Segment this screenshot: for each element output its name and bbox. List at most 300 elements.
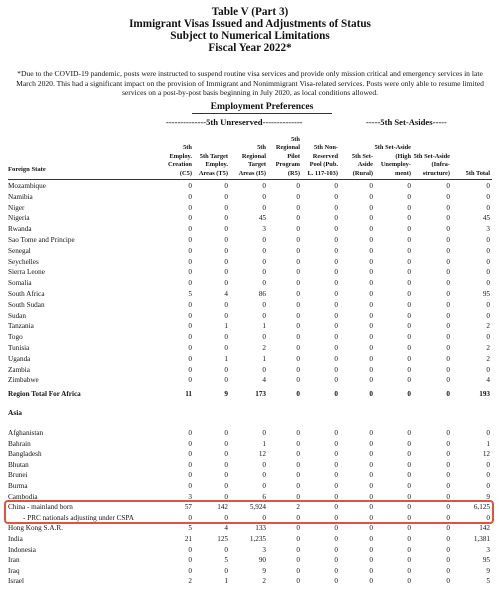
table-cell: 2 [262, 344, 266, 352]
table-cell: 0 [446, 492, 450, 501]
table-cell: 173 [255, 390, 266, 398]
table-cell: 0 [369, 225, 373, 234]
column-header: 5th Regional Pilot Program (R5) [275, 135, 300, 177]
table-cell: 0 [296, 439, 300, 448]
table-cell: 0 [407, 471, 411, 480]
table-cell: 0 [224, 482, 228, 490]
foreign-state-name: China - mainland born [8, 503, 73, 512]
table-cell: 0 [407, 376, 411, 385]
table-cell: 0 [369, 503, 373, 512]
table-cell: 0 [262, 471, 266, 480]
table-cell: 0 [486, 279, 490, 288]
table-cell: 0 [407, 214, 411, 223]
table-cell: 0 [262, 311, 266, 320]
table-cell: 0 [296, 225, 300, 234]
table-cell: 0 [407, 344, 411, 352]
table-cell: 0 [446, 203, 450, 212]
table-cell: 0 [296, 322, 300, 331]
table-cell: 0 [188, 322, 192, 331]
table-cell: 1 [486, 439, 490, 448]
table-cell: 0 [407, 300, 411, 309]
table-cell: 0 [334, 545, 338, 554]
table-cell: 0 [486, 236, 490, 244]
table-cell: 5 [188, 524, 192, 533]
foreign-state-name: Rwanda [8, 225, 32, 234]
table-row [0, 267, 500, 278]
table-row [0, 566, 500, 577]
table-cell: 1,381 [473, 535, 490, 543]
table-cell: 3 [188, 492, 192, 501]
table-cell: 0 [446, 322, 450, 331]
highlight-box [4, 500, 494, 524]
table-cell: 0 [334, 503, 338, 512]
table-row [0, 181, 500, 192]
table-cell: 9 [224, 390, 228, 398]
table-cell: 0 [369, 545, 373, 554]
table-row [0, 481, 500, 492]
table-cell: 0 [407, 311, 411, 320]
foreign-state-name: Indonesia [8, 545, 36, 554]
table-cell: 0 [407, 482, 411, 490]
table-cell: 0 [188, 246, 192, 255]
table-cell: 0 [188, 333, 192, 342]
table-cell: 0 [369, 450, 373, 459]
table-cell: 2 [296, 503, 300, 512]
table-cell: 0 [224, 333, 228, 342]
foreign-state-name: Uganda [8, 354, 31, 363]
table-row [0, 375, 500, 386]
table-cell: 1,235 [249, 535, 266, 543]
table-cell: 0 [334, 429, 338, 437]
table-cell: 4 [262, 376, 266, 385]
table-cell: 0 [369, 577, 373, 586]
table-subtitle-2: Subject to Numerical Limitations [170, 30, 330, 42]
covid-note: *Due to the COVID-19 pandemic, posts were instructed to suspend routine visa services and provide only mission critical and emergency services in late March 2020. This had a significant impact on the provision of Immigrant and Nonimmigrant Visa-related services. Posts were only able to resume limited services on a post-by-post basis beginning in July 2020, as local conditions allowed. [16, 69, 484, 98]
table-cell: 0 [296, 279, 300, 288]
table-cell: 12 [258, 450, 266, 459]
table-cell: 0 [188, 300, 192, 309]
table-cell: 0 [407, 492, 411, 501]
table-cell: 0 [224, 268, 228, 277]
table-cell: 0 [296, 182, 300, 190]
table-cell: 0 [334, 524, 338, 533]
table-cell: 0 [296, 450, 300, 459]
table-cell: 0 [334, 535, 338, 543]
table-cell: 0 [296, 192, 300, 201]
table-cell: 0 [446, 513, 450, 522]
table-cell: 0 [369, 192, 373, 201]
foreign-state-name: - PRC nationals adjusting under CSPA [23, 513, 134, 522]
table-cell: 0 [446, 450, 450, 459]
table-cell: 0 [486, 311, 490, 320]
table-cell: 0 [296, 482, 300, 490]
foreign-state-name: South Sudan [8, 300, 45, 309]
table-cell: 0 [369, 492, 373, 501]
table-cell: 0 [296, 290, 300, 298]
table-cell: 0 [188, 203, 192, 212]
table-cell: 5 [188, 290, 192, 298]
table-cell: 0 [334, 344, 338, 352]
table-cell: 0 [188, 482, 192, 490]
table-cell: 0 [486, 333, 490, 342]
table-cell: 0 [369, 300, 373, 309]
table-row [0, 576, 500, 587]
table-cell: 0 [334, 246, 338, 255]
table-cell: 2 [486, 322, 490, 331]
table-cell: 0 [224, 429, 228, 437]
table-cell: 0 [224, 344, 228, 352]
fiscal-year: Fiscal Year 2022* [208, 42, 292, 54]
table-cell: 0 [262, 513, 266, 522]
table-cell: 0 [188, 225, 192, 234]
table-row [0, 321, 500, 332]
table-cell: 0 [334, 513, 338, 522]
foreign-state-name: Bangladesh [8, 450, 42, 459]
table-cell: 0 [369, 246, 373, 255]
region-label-asia: Asia [8, 408, 22, 417]
foreign-state-name: Zambia [8, 365, 30, 374]
table-cell: 0 [188, 192, 192, 201]
table-cell: 2 [188, 577, 192, 586]
table-cell: 0 [446, 268, 450, 277]
table-row [0, 343, 500, 354]
table-cell: 0 [334, 236, 338, 244]
table-cell: 9 [486, 566, 490, 575]
table-title: Table V (Part 3) [211, 6, 289, 18]
table-cell: 0 [369, 344, 373, 352]
table-cell: 86 [258, 290, 266, 298]
table-cell: 0 [369, 236, 373, 244]
table-cell: 0 [334, 333, 338, 342]
table-cell: 0 [188, 365, 192, 374]
table-cell: 0 [486, 257, 490, 266]
table-cell: 0 [446, 192, 450, 201]
table-cell: 3 [486, 545, 490, 554]
table-cell: 0 [296, 376, 300, 385]
table-row [0, 534, 500, 545]
group-unreserved: --------------5th Unreserved-------------- [166, 117, 303, 127]
table-cell: 0 [188, 354, 192, 363]
table-row [0, 278, 500, 289]
table-cell: 0 [296, 246, 300, 255]
table-cell: 0 [407, 365, 411, 374]
table-cell: 0 [407, 460, 411, 469]
table-cell: 0 [407, 535, 411, 543]
table-row [0, 246, 500, 257]
table-cell: 0 [369, 482, 373, 490]
foreign-state-name: Cambodia [8, 492, 38, 501]
table-cell: 142 [217, 503, 228, 512]
table-cell: 0 [486, 300, 490, 309]
table-cell: 0 [296, 257, 300, 266]
table-cell: 0 [224, 182, 228, 190]
table-cell: 0 [296, 268, 300, 277]
table-cell: 0 [334, 182, 338, 190]
table-cell: 0 [224, 203, 228, 212]
table-cell: 0 [296, 214, 300, 223]
table-cell: 0 [407, 257, 411, 266]
table-cell: 0 [407, 545, 411, 554]
table-cell: 0 [224, 439, 228, 448]
table-cell: 0 [188, 545, 192, 554]
table-row [0, 545, 500, 556]
table-cell: 0 [446, 225, 450, 234]
table-cell: 0 [296, 344, 300, 352]
table-cell: 0 [334, 577, 338, 586]
table-cell: 0 [407, 354, 411, 363]
table-cell: 0 [334, 566, 338, 575]
table-row [0, 224, 500, 235]
table-cell: 0 [369, 513, 373, 522]
table-cell: 0 [446, 429, 450, 437]
table-row [0, 523, 500, 534]
table-cell: 0 [296, 535, 300, 543]
table-cell: 0 [369, 268, 373, 277]
table-cell: 0 [369, 429, 373, 437]
table-cell: 0 [446, 354, 450, 363]
table-cell: 0 [188, 450, 192, 459]
table-row [0, 470, 500, 481]
table-cell: 0 [262, 300, 266, 309]
table-cell: 0 [446, 503, 450, 512]
table-cell: 5 [224, 556, 228, 565]
table-row [0, 203, 500, 214]
table-cell: 0 [262, 333, 266, 342]
table-cell: 0 [446, 524, 450, 533]
table-cell: 0 [296, 513, 300, 522]
table-cell: 4 [224, 290, 228, 298]
foreign-state-name: Mozambique [8, 182, 46, 190]
table-cell: 0 [446, 545, 450, 554]
region-total-row [0, 389, 500, 400]
table-cell: 0 [369, 333, 373, 342]
table-cell: 6 [262, 492, 266, 501]
table-cell: 0 [262, 246, 266, 255]
table-cell: 0 [334, 556, 338, 565]
table-cell: 0 [334, 471, 338, 480]
table-row [0, 300, 500, 311]
foreign-state-name: Bahrain [8, 439, 31, 448]
table-cell: 0 [407, 236, 411, 244]
foreign-state-name: Zimbabwe [8, 376, 39, 385]
table-row [0, 257, 500, 268]
column-header: 5th Set-Aside (High Unemploy- ment) [374, 144, 411, 177]
header-rule [8, 179, 492, 180]
table-cell: 0 [188, 439, 192, 448]
table-cell: 0 [446, 214, 450, 223]
table-cell: 0 [224, 311, 228, 320]
table-cell: 0 [334, 439, 338, 448]
table-cell: 0 [224, 279, 228, 288]
table-cell: 0 [486, 246, 490, 255]
foreign-state-name: Tunisia [8, 344, 30, 352]
table-cell: 0 [407, 503, 411, 512]
table-cell: 0 [369, 524, 373, 533]
table-cell: 0 [296, 460, 300, 469]
table-cell: 1 [224, 577, 228, 586]
table-cell: 0 [188, 182, 192, 190]
table-cell: 0 [407, 279, 411, 288]
table-cell: 0 [486, 182, 490, 190]
table-cell: 0 [262, 192, 266, 201]
table-row [0, 311, 500, 322]
foreign-state-name: South Africa [8, 290, 45, 298]
table-cell: 0 [369, 279, 373, 288]
table-cell: 1 [224, 322, 228, 331]
foreign-state-name: Bhutan [8, 460, 29, 469]
table-cell: 0 [224, 300, 228, 309]
table-cell: 57 [184, 503, 192, 512]
table-cell: 0 [188, 471, 192, 480]
foreign-state-name: Sao Tome and Principe [8, 236, 75, 244]
table-cell: 0 [262, 268, 266, 277]
table-cell: 0 [486, 203, 490, 212]
foreign-state-name: Tanzania [8, 322, 34, 331]
table-cell: 0 [224, 192, 228, 201]
column-header: 5th Regional Target Areas (I5) [238, 144, 266, 177]
table-cell: 3 [486, 225, 490, 234]
table-subtitle: Immigrant Visas Issued and Adjustments of Status [129, 18, 371, 30]
table-cell: 0 [262, 257, 266, 266]
table-cell: 1 [262, 354, 266, 363]
table-cell: 0 [407, 246, 411, 255]
table-cell: 0 [446, 257, 450, 266]
table-row [0, 449, 500, 460]
table-cell: 0 [407, 182, 411, 190]
table-cell: 0 [369, 354, 373, 363]
table-cell: 0 [188, 556, 192, 565]
table-cell: 0 [224, 513, 228, 522]
table-cell: 0 [262, 365, 266, 374]
table-cell: 0 [407, 566, 411, 575]
table-cell: 0 [369, 257, 373, 266]
table-cell: 0 [188, 513, 192, 522]
table-cell: 0 [334, 268, 338, 277]
table-cell: 0 [188, 460, 192, 469]
table-cell: 0 [262, 203, 266, 212]
table-cell: 95 [482, 290, 490, 298]
column-header: 5th Non- Reserved Pool (Pub. L. 117-103) [307, 144, 338, 177]
table-cell: 0 [407, 333, 411, 342]
table-cell: 11 [185, 390, 192, 398]
table-cell: 0 [224, 246, 228, 255]
table-cell: 0 [334, 492, 338, 501]
header-underline [192, 113, 332, 114]
table-cell: 1 [224, 354, 228, 363]
table-cell: 0 [369, 290, 373, 298]
table-cell: 0 [407, 268, 411, 277]
foreign-state-name: Seychelles [8, 257, 39, 266]
table-cell: 45 [482, 214, 490, 223]
table-cell: 0 [446, 376, 450, 385]
table-cell: 0 [188, 268, 192, 277]
table-cell: 0 [446, 460, 450, 469]
foreign-state-name: Region Total For Africa [8, 390, 81, 398]
column-header: 5th Employ. Creation (C5) [167, 144, 192, 177]
table-cell: 5,924 [249, 503, 266, 512]
employment-preferences-header: Employment Preferences [210, 101, 314, 112]
foreign-state-name: Israel [8, 577, 24, 586]
table-row [0, 192, 500, 203]
foreign-state-name: Sudan [8, 311, 26, 320]
foreign-state-name: Iraq [8, 566, 20, 575]
table-cell: 0 [224, 471, 228, 480]
table-cell: 0 [296, 429, 300, 437]
foreign-state-name: Iran [8, 556, 20, 565]
table-cell: 21 [184, 535, 192, 543]
table-cell: 0 [188, 236, 192, 244]
table-cell: 0 [407, 429, 411, 437]
table-cell: 0 [296, 556, 300, 565]
table-cell: 0 [188, 429, 192, 437]
table-cell: 3 [262, 225, 266, 234]
table-cell: 0 [334, 482, 338, 490]
table-cell: 0 [334, 390, 338, 398]
table-cell: 2 [486, 354, 490, 363]
table-cell: 0 [188, 257, 192, 266]
table-cell: 0 [334, 203, 338, 212]
table-cell: 0 [369, 439, 373, 448]
table-cell: 0 [407, 322, 411, 331]
table-cell: 0 [188, 376, 192, 385]
foreign-state-name: Brunei [8, 471, 28, 480]
table-cell: 0 [486, 482, 490, 490]
table-cell: 0 [334, 376, 338, 385]
table-cell: 0 [296, 236, 300, 244]
table-cell: 0 [407, 577, 411, 586]
table-cell: 0 [262, 482, 266, 490]
table-row [0, 428, 500, 439]
table-cell: 0 [446, 390, 450, 398]
table-cell: 0 [486, 429, 490, 437]
table-cell: 0 [369, 311, 373, 320]
table-cell: 0 [296, 566, 300, 575]
foreign-state-name: Afghanistan [8, 429, 44, 437]
table-cell: 9 [486, 492, 490, 501]
table-cell: 0 [224, 225, 228, 234]
foreign-state-name: Nigeria [8, 214, 30, 223]
table-cell: 2 [262, 577, 266, 586]
table-cell: 0 [262, 236, 266, 244]
table-cell: 3 [262, 545, 266, 554]
table-cell: 0 [296, 524, 300, 533]
table-cell: 0 [486, 365, 490, 374]
table-cell: 0 [224, 450, 228, 459]
table-cell: 0 [446, 471, 450, 480]
table-cell: 0 [446, 365, 450, 374]
table-cell: 0 [369, 460, 373, 469]
table-row [0, 555, 500, 566]
table-cell: 0 [224, 214, 228, 223]
table-cell: 0 [334, 257, 338, 266]
table-cell: 0 [224, 257, 228, 266]
table-cell: 0 [446, 535, 450, 543]
table-cell: 95 [482, 556, 490, 565]
table-cell: 0 [369, 390, 373, 398]
table-row [0, 439, 500, 450]
table-cell: 0 [446, 300, 450, 309]
table-cell: 0 [446, 482, 450, 490]
table-cell: 0 [407, 513, 411, 522]
table-cell: 0 [262, 460, 266, 469]
table-cell: 0 [188, 344, 192, 352]
column-header: 5th Set-Aside (Infra- structure) [413, 152, 450, 177]
table-cell: 0 [262, 182, 266, 190]
table-cell: 0 [296, 390, 300, 398]
table-cell: 0 [262, 429, 266, 437]
table-cell: 0 [369, 214, 373, 223]
foreign-state-name: Sierra Leone [8, 268, 45, 277]
